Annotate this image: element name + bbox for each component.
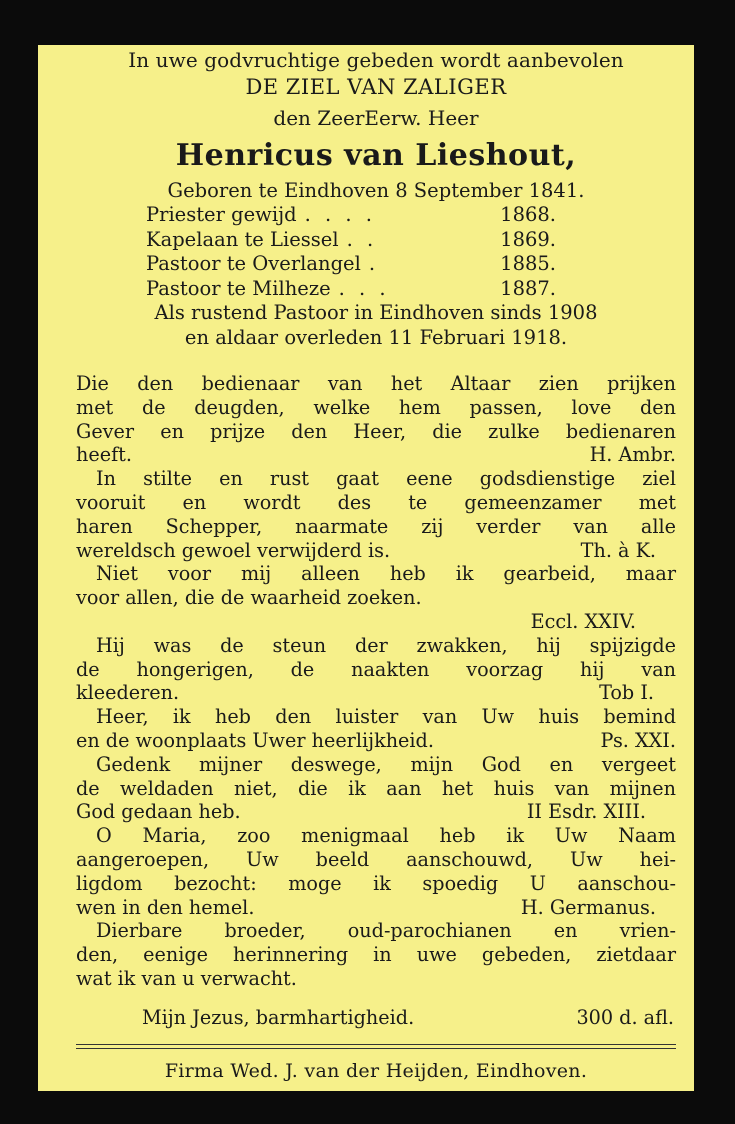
verse-line: Dierbare broeder, oud-parochianen en vrien- bbox=[96, 919, 676, 943]
birth-line: Geboren te Eindhoven 8 September 1841. bbox=[167, 179, 585, 202]
verse-line: Heer, ik heb den luister van Uw huis bemind bbox=[96, 705, 676, 729]
career-list bbox=[146, 203, 556, 301]
verse-closing-line bbox=[76, 896, 676, 920]
header-line-2: DE ZIEL VAN ZALIGER bbox=[245, 75, 507, 99]
verse-closing-line bbox=[76, 800, 676, 824]
career-year: 1869. bbox=[500, 227, 556, 251]
printer-credit: Firma Wed. J. van der Heijden, Eindhoven. bbox=[164, 1059, 588, 1082]
divider bbox=[76, 1048, 676, 1049]
career-year: 1885. bbox=[500, 252, 556, 275]
verse-source: H. Germanus. bbox=[520, 895, 656, 919]
verse-closing-line bbox=[76, 443, 676, 467]
verse-source: Eccl. XXIV. bbox=[530, 609, 636, 633]
header-line-3: den ZeerEerw. Heer bbox=[273, 106, 479, 130]
career-dots: . . . . bbox=[304, 203, 376, 226]
deceased-name: Henricus van Lieshout, bbox=[175, 138, 577, 173]
verse-line: Niet voor mij alleen heb ik gearbeid, maar bbox=[96, 562, 676, 586]
verse-line: met de deugden, welke hem passen, love den bbox=[76, 395, 676, 419]
career-dots: . . bbox=[346, 227, 378, 251]
verse-line: kleederen. bbox=[76, 681, 180, 705]
verse-line: aangeroepen, Uw beeld aanschouwd, Uw hei- bbox=[76, 847, 676, 871]
header-line-1: In uwe godvruchtige gebeden wordt aanbevolen bbox=[128, 48, 624, 72]
verse-line: Gever en prijze den Heer, die zulke bedienaren bbox=[76, 419, 676, 443]
verse-line: wen in den hemel. bbox=[76, 895, 255, 919]
verse-source: Th. à K. bbox=[580, 538, 656, 562]
verse-line: Hij was de steun der zwakken, hij spijzigde bbox=[96, 633, 676, 657]
verse-line: Gedenk mijner deswege, mijn God en vergeet bbox=[96, 752, 676, 776]
career-item bbox=[146, 277, 556, 302]
verse-line: en de woonplaats Uwer heerlijkheid. bbox=[76, 728, 434, 752]
indulgence-days: 300 d. afl. bbox=[576, 1005, 674, 1029]
verse-line: den, eenige herinnering in uwe gebeden, zietdaar bbox=[76, 943, 676, 967]
career-item bbox=[146, 203, 556, 228]
prayer-text: Mijn Jezus, barmhartigheid. bbox=[142, 1005, 415, 1029]
retirement-line-2: en aldaar overleden 11 Februari 1918. bbox=[184, 325, 568, 349]
career-dots: . . . bbox=[338, 276, 390, 300]
career-year: 1868. bbox=[500, 203, 556, 226]
career-role: Kapelaan te Liessel bbox=[146, 227, 339, 251]
verse-closing-line bbox=[76, 610, 676, 634]
verse-source: H. Ambr. bbox=[589, 443, 676, 467]
career-role: Pastoor te Milheze bbox=[146, 276, 331, 300]
verse-line: Die den bedienaar van het Altaar zien prijken bbox=[76, 372, 676, 395]
verse-line: O Maria, zoo menigmaal heb ik Uw Naam bbox=[96, 824, 676, 848]
verse-line: God gedaan heb. bbox=[76, 800, 241, 824]
verse-line: voor allen, die de waarheid zoeken. bbox=[76, 586, 422, 610]
verses bbox=[76, 372, 676, 991]
verse-line: heeft. bbox=[76, 443, 132, 467]
verse-line: In stilte en rust gaat eene godsdienstige ziel bbox=[96, 467, 676, 491]
divider bbox=[76, 1044, 676, 1045]
career-role: Priester gewijd bbox=[146, 203, 297, 226]
verse-closing-line bbox=[76, 539, 676, 563]
verse-line: vooruit en wordt des te gemeenzamer met bbox=[76, 490, 676, 514]
career-item bbox=[146, 228, 556, 253]
verse-source: Ps. XXI. bbox=[600, 728, 676, 752]
verse-source: II Esdr. XIII. bbox=[526, 800, 646, 824]
memorial-card bbox=[38, 45, 694, 1091]
verse-line: wat ik van u verwacht. bbox=[76, 966, 297, 990]
verse-source: Tob I. bbox=[599, 681, 654, 705]
retirement-line-1: Als rustend Pastoor in Eindhoven sinds 1908 bbox=[154, 301, 598, 324]
verse-closing-line bbox=[76, 681, 676, 705]
verse-closing-line bbox=[76, 729, 676, 753]
career-year: 1887. bbox=[500, 276, 556, 300]
verse-line: wereldsch gewoel verwijderd is. bbox=[76, 538, 391, 562]
verse-line: de hongerigen, de naakten voorzag hij van bbox=[76, 657, 676, 681]
career-dots: . bbox=[368, 252, 380, 275]
verse-line: de weldaden niet, die ik aan het huis van mijnen bbox=[76, 776, 676, 800]
verse-line: ligdom bezocht: moge ik spoedig U aanschou- bbox=[76, 871, 676, 895]
career-item bbox=[146, 252, 556, 277]
indulgence-prayer bbox=[76, 1006, 676, 1030]
verse-line: haren Schepper, naarmate zij verder van alle bbox=[76, 514, 676, 538]
career-role: Pastoor te Overlangel bbox=[146, 252, 361, 275]
